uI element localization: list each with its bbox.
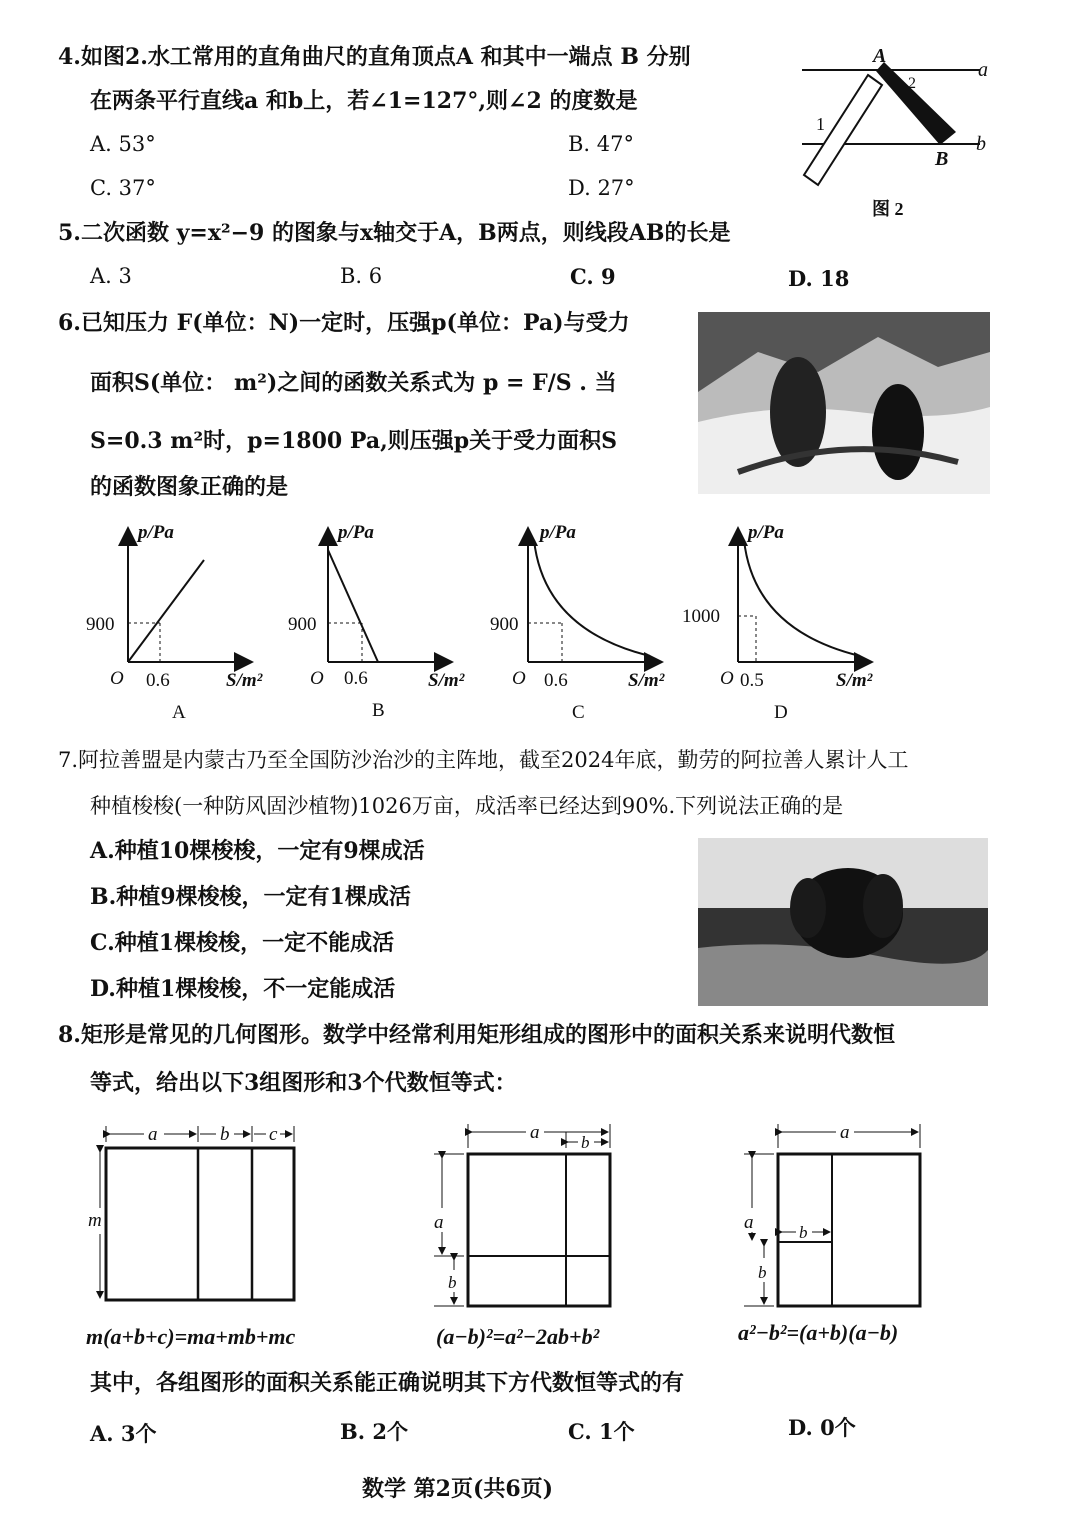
fig2-label-a: a bbox=[978, 59, 988, 81]
q8-option-c: C. 1个 bbox=[568, 1419, 635, 1444]
graph-d-letter: D bbox=[774, 702, 788, 723]
fig1-label-c: c bbox=[269, 1124, 278, 1145]
fig2-label-a-side: a bbox=[434, 1212, 444, 1233]
q5-line1: 5.二次函数 y=x²−9 的图象与x轴交于A，B两点，则线段AB的长是 bbox=[58, 220, 731, 246]
q6-line2: 面积S(单位： m²)之间的函数关系式为 p = F/S . 当 bbox=[90, 370, 617, 396]
graph-c-origin: O bbox=[512, 668, 526, 689]
graph-d-xlabel: S/m² bbox=[836, 670, 873, 691]
graph-c-xlabel: S/m² bbox=[628, 670, 665, 691]
q7-option-a: A.种植10棵梭梭，一定有9棵成活 bbox=[90, 838, 425, 864]
graph-a-xtick: 0.6 bbox=[146, 670, 170, 691]
graph-b-xtick: 0.6 bbox=[344, 668, 368, 689]
q4-option-a: A. 53° bbox=[90, 132, 156, 156]
graph-a-origin: O bbox=[110, 668, 124, 689]
graph-b bbox=[288, 522, 466, 721]
q4-line1: 4.如图2.水工常用的直角曲尺的直角顶点A 和其中一端点 B 分别 bbox=[58, 44, 691, 70]
graph-d-ytick: 1000 bbox=[682, 606, 720, 627]
q7-line1: 7.阿拉善盟是内蒙古乃至全国防沙治沙的主阵地，截至2024年底，勤劳的阿拉善人累计人工 bbox=[58, 748, 909, 772]
graph-a bbox=[86, 522, 264, 723]
graph-c bbox=[490, 522, 666, 723]
fig2-label-b: b bbox=[976, 133, 986, 155]
fig3-label-a-side: a bbox=[744, 1212, 754, 1233]
fig2-label-1: 1 bbox=[816, 114, 825, 134]
graph-b-xlabel: S/m² bbox=[428, 670, 465, 691]
q4-option-d: D. 27° bbox=[568, 176, 635, 200]
fig2-label-2: 2 bbox=[908, 75, 916, 92]
q8-line2: 等式，给出以下3组图形和3个代数恒等式： bbox=[90, 1070, 517, 1096]
q8-figure-1 bbox=[86, 1124, 296, 1349]
q6-line4: 的函数图象正确的是 bbox=[90, 474, 289, 500]
q8-option-b: B. 2个 bbox=[340, 1419, 408, 1444]
q5-option-a: A. 3 bbox=[90, 264, 132, 288]
q6-line3: S=0.3 m²时，p=1800 Pa,则压强p关于受力面积S bbox=[90, 428, 618, 454]
fig2-label-b-side: b bbox=[448, 1273, 457, 1292]
q7-line2: 种植梭梭(一种防风固沙植物)1026万亩，成活率已经达到90%.下列说法正确的是 bbox=[90, 794, 844, 818]
figure-2-right-angle-ruler bbox=[790, 40, 1020, 225]
q8-figure-2 bbox=[434, 1122, 610, 1349]
fig2-label-B: B bbox=[935, 148, 949, 170]
graph-b-ylabel: p/Pa bbox=[338, 522, 374, 543]
graph-d-xtick: 0.5 bbox=[740, 670, 764, 691]
fig1-formula: m(a+b+c)=ma+mb+mc bbox=[86, 1324, 296, 1349]
q8-line1: 8.矩形是常见的几何图形。数学中经常利用矩形组成的图形中的面积关系来说明代数恒 bbox=[58, 1022, 895, 1048]
graph-a-ylabel: p/Pa bbox=[138, 522, 174, 543]
graph-d-origin: O bbox=[720, 668, 734, 689]
q5-option-c: C. 9 bbox=[570, 264, 616, 289]
q8-figures bbox=[80, 1118, 1000, 1358]
graph-c-letter: C bbox=[572, 702, 585, 723]
q8-option-a: A. 3个 bbox=[90, 1421, 157, 1446]
q5-option-d: D. 18 bbox=[788, 266, 850, 291]
q4-option-b: B. 47° bbox=[568, 132, 635, 156]
graph-b-origin: O bbox=[310, 668, 324, 689]
fig2-label-a-top: a bbox=[530, 1122, 540, 1143]
graph-c-ytick: 900 bbox=[490, 614, 519, 635]
graph-a-letter: A bbox=[172, 702, 186, 723]
skier-photo bbox=[698, 312, 990, 494]
q8-figure-3 bbox=[738, 1122, 920, 1345]
q4-option-c: C. 37° bbox=[90, 176, 156, 200]
graph-b-ytick: 900 bbox=[288, 614, 317, 635]
q4-line2: 在两条平行直线a 和b上，若∠1=127°,则∠2 的度数是 bbox=[90, 88, 638, 114]
q8-line3: 其中，各组图形的面积关系能正确说明其下方代数恒等式的有 bbox=[90, 1370, 685, 1396]
q7-option-c: C.种植1棵梭梭，一定不能成活 bbox=[90, 930, 395, 956]
graph-c-ylabel: p/Pa bbox=[540, 522, 576, 543]
graph-a-ytick: 900 bbox=[86, 614, 115, 635]
fig3-label-b-mid: b bbox=[799, 1223, 808, 1242]
saxaul-plant-photo bbox=[698, 838, 988, 1006]
fig1-label-m: m bbox=[88, 1210, 102, 1231]
fig3-label-b-side: b bbox=[758, 1263, 767, 1282]
q6-line1: 6.已知压力 F(单位：N)一定时，压强p(单位：Pa)与受力 bbox=[58, 310, 630, 336]
graph-a-xlabel: S/m² bbox=[226, 670, 263, 691]
page-footer: 数学 第2页(共6页) bbox=[362, 1476, 554, 1502]
fig3-formula: a²−b²=(a+b)(a−b) bbox=[738, 1320, 899, 1345]
graph-c-xtick: 0.6 bbox=[544, 670, 568, 691]
fig2-label-A: A bbox=[873, 45, 887, 67]
q8-option-d: D. 0个 bbox=[788, 1415, 856, 1440]
q6-graphs bbox=[80, 520, 1020, 730]
q7-option-d: D.种植1棵梭梭，不一定能成活 bbox=[90, 976, 396, 1002]
graph-d-ylabel: p/Pa bbox=[748, 522, 784, 543]
graph-b-letter: B bbox=[372, 700, 385, 721]
fig1-label-b: b bbox=[220, 1124, 230, 1145]
fig2-formula: (a−b)²=a²−2ab+b² bbox=[436, 1324, 600, 1349]
fig1-label-a: a bbox=[148, 1124, 158, 1145]
fig2-label-b-top: b bbox=[581, 1133, 590, 1152]
fig2-caption: 图 2 bbox=[872, 199, 904, 219]
q7-option-b: B.种植9棵梭梭，一定有1棵成活 bbox=[90, 884, 411, 910]
fig3-label-a-top: a bbox=[840, 1122, 850, 1143]
graph-d bbox=[682, 522, 874, 723]
q5-option-b: B. 6 bbox=[340, 264, 383, 288]
